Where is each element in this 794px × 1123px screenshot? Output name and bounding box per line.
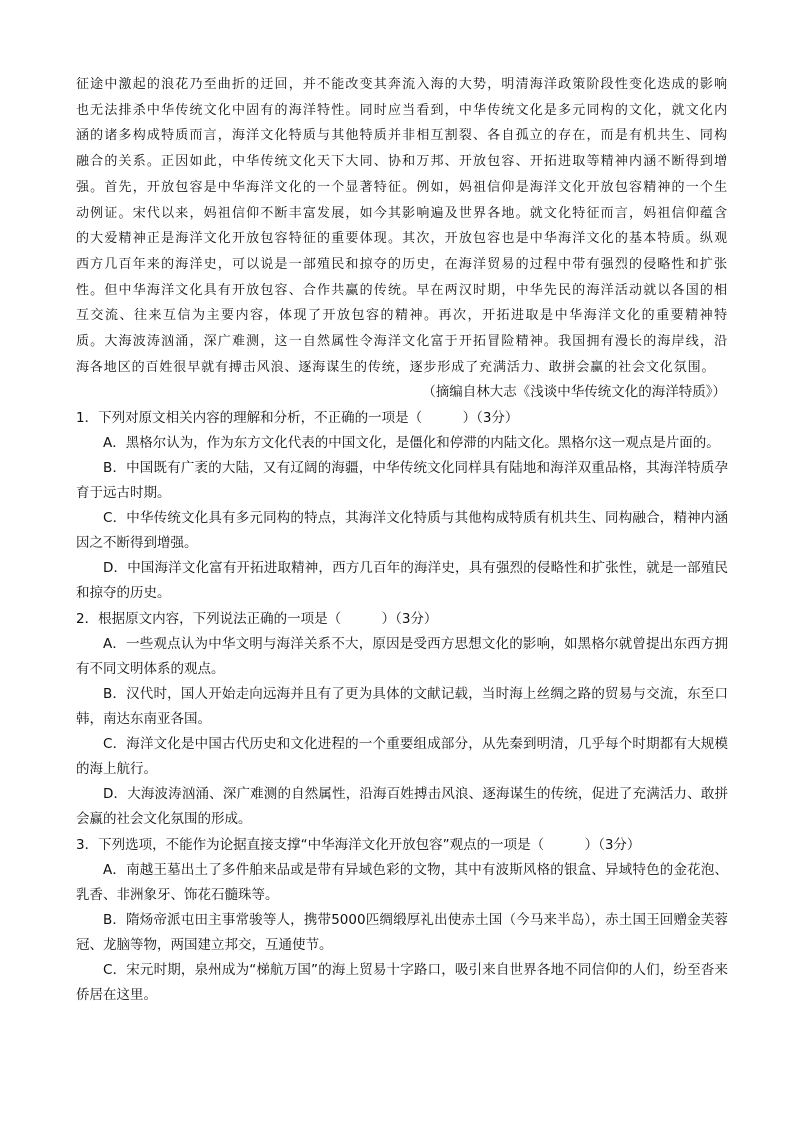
option-a: A．一些观点认为中华文明与海洋关系不大，原因是受西方思想文化的影响，如黑格尔就曾提出东西方拥有不同文明体系的观点。 [76, 636, 728, 678]
question-stem: 3．下列选项，不能作为论据直接支撑“中华海洋文化开放包容”观点的一项是（ ）（3分） [76, 837, 641, 854]
option-b: B．汉代时，国人开始走向远海并且有了更为具体的文献记载，当时海上丝绸之路的贸易与交流，东至口韩，南达东南亚各国。 [76, 686, 728, 728]
option-a: A．黑格尔认为，作为东方文化代表的中国文化，是僵化和停滞的内陆文化。黑格尔这一观点是片面的。 [103, 435, 720, 452]
question-stem: 1．下列对原文相关内容的理解和分析，不正确的一项是（ ）（3分） [76, 410, 519, 427]
option-d: D．中国海洋文化富有开拓进取精神，西方几百年的海洋史，具有强烈的侵略性和扩张性，就是一部殖民和掠夺的历史。 [76, 560, 728, 602]
option-d: D．大海波涛汹涌、深广难测的自然属性，沿海百姓搏击风浪、逐海谋生的传统，促进了充满活力、敢拼会赢的社会文化氛围的形成。 [76, 786, 728, 828]
option-c: C．中华传统文化具有多元同构的特点，其海洋文化特质与其他构成特质有机共生、同构融合，精神内涵因之不断得到增强。 [76, 510, 728, 552]
question-3 [76, 833, 728, 1008]
passage-text: 征途中激起的浪花乃至曲折的迂回，并不能改变其奔流入海的大势，明清海洋政策阶段性变化迭成的影响也无法排杀中华传统文化中固有的海洋特性。同时应当看到，中华传统文化是多元同构的文化，就文化内涵的诸多构成特质而言，海洋文化特质与其他特质并非相互割裂、各自孤立的存在，而是有机共生、同构融合的关系。正因如此，中华传统文化天下大同、协和万邦、开放包容、开拓进取等精神内涵不断得到增强。首先，开放包容是中华海洋文化的一个显著特征。例如，妈祖信仰是海洋文化开放包容精神的一个生动例证。宋代以来，妈祖信仰不断丰富发展，如今其影响遍及世界各地。就文化特征而言，妈祖信仰蕴含的大爱精神正是海洋文化开放包容特征的重要体现。其次，开放包容也是中华海洋文化的基本特质。纵观西方几百年来的海洋史，可以说是一部殖民和掠夺的历史，在海洋贸易的过程中带有强烈的侵略性和扩张性。但中华海洋文化具有开放包容、合作共赢的传统。早在两汉时期，中华先民的海洋活动就以各国的相互交流、往来互信为主要内容，体现了开放包容的精神。再次，开拓进取是中华海洋文化的重要精神特质。大海波涛汹涌，深广难测，这一自然属性令海洋文化富于开拓冒险精神。我国拥有漫长的海岸线，沿海各地区的百姓很早就有搏击风浪、逐海谋生的传统，逐步形成了充满活力、敢拼会赢的社会文化氛围。 [76, 77, 728, 375]
option-b: B．隋炀帝派屯田主事常骏等人，携带5000匹绸缎厚礼出使赤土国（今马来半岛），赤土国王回赠金芙蓉冠、龙脑等物，两国建立邦交，互通使节。 [76, 912, 728, 954]
option-c: C．宋元时期，泉州成为“梯航万国”的海上贸易十字路口，吸引来自世界各地不同信仰的人们，纷至沓来侨居在这里。 [76, 962, 728, 1004]
question-stem: 2．根据原文内容，下列说法正确的一项是（ ）（3分） [76, 611, 438, 628]
question-1 [76, 406, 728, 606]
option-a: A．南越王墓出土了多件舶来品或是带有异域色彩的文物，其中有波斯风格的银盒、异域特色的金花泡、乳香、非洲象牙、饰花石髓珠等。 [76, 862, 728, 904]
option-b: B．中国既有广袤的大陆，又有辽阔的海疆，中华传统文化同样具有陆地和海洋双重品格，其海洋特质孕育于远古时期。 [76, 460, 728, 502]
option-c: C．海洋文化是中国古代历史和文化进程的一个重要组成部分，从先秦到明清，几乎每个时期都有大规模的海上航行。 [76, 736, 728, 778]
source-citation: （摘编自林大志《浅谈中华传统文化的海洋特质》） [422, 384, 726, 401]
question-2 [76, 607, 728, 832]
